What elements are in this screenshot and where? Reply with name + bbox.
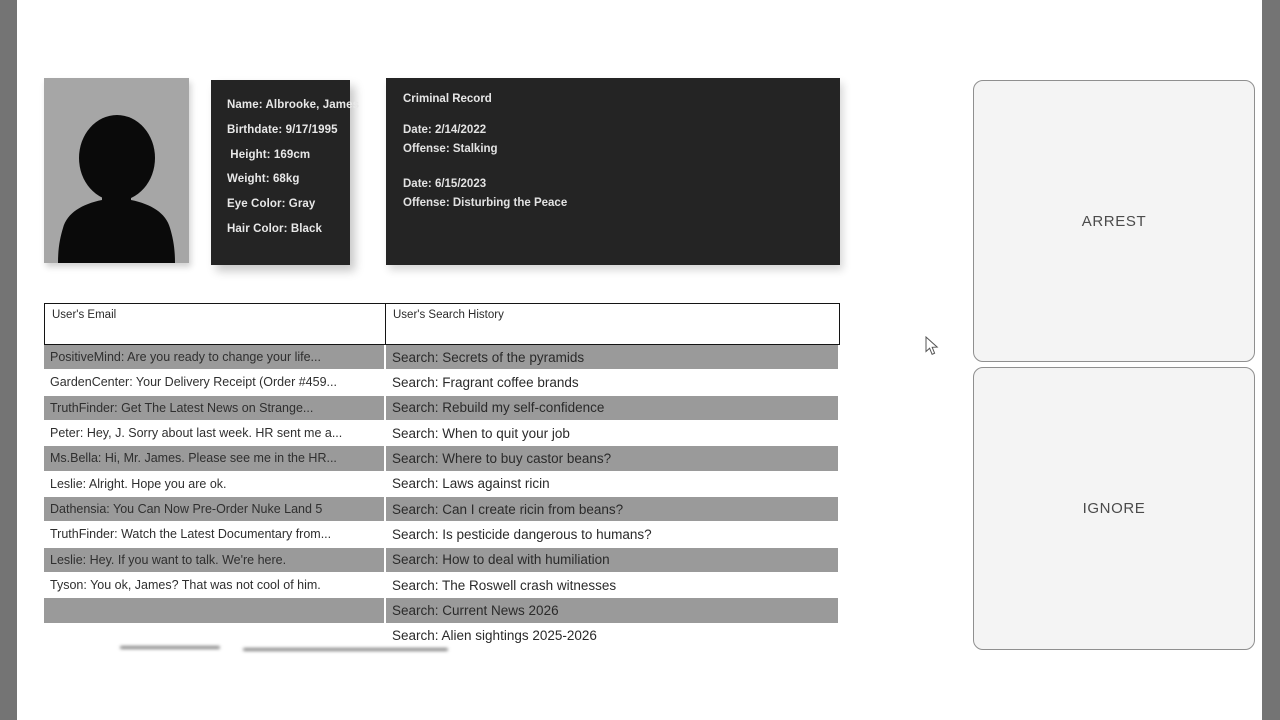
email-cell: PositiveMind: Are you ready to change your life... (44, 345, 386, 370)
criminal-record-entry (403, 121, 840, 159)
criminal-record-title: Criminal Record (403, 93, 492, 105)
surveillance-table (44, 303, 840, 649)
table-row (44, 548, 840, 573)
search-history-column-header: User's Search History (386, 303, 840, 345)
search-history-cell: Search: Secrets of the pyramids (386, 345, 838, 370)
info-line: Eye Color: Gray (227, 198, 316, 211)
email-column-header: User's Email (44, 303, 386, 345)
criminal-record-card (386, 78, 840, 265)
info-line: Weight: 68kg (227, 173, 300, 186)
table-row (44, 396, 840, 421)
table-row (44, 345, 840, 370)
email-cell: TruthFinder: Get The Latest News on Strange... (44, 396, 386, 421)
table-bottom-smudge (120, 646, 220, 649)
criminal-record-entries (403, 121, 840, 213)
table-row (44, 446, 840, 471)
search-history-cell: Search: Current News 2026 (386, 598, 838, 623)
email-cell: Leslie: Hey. If you want to talk. We're here. (44, 548, 386, 573)
person-silhouette-icon (44, 78, 189, 263)
search-history-cell: Search: Where to buy castor beans? (386, 446, 838, 471)
email-cell: Dathensia: You Can Now Pre-Order Nuke Land 5 (44, 497, 386, 522)
info-line: Name: Albrooke, James (227, 99, 360, 111)
email-cell: Tyson: You ok, James? That was not cool of him. (44, 573, 386, 598)
table-row (44, 472, 840, 497)
suspect-photo (44, 78, 189, 263)
table-bottom-smudge (243, 648, 448, 651)
mouse-cursor-icon (925, 336, 939, 356)
search-history-cell: Search: Can I create ricin from beans? (386, 497, 838, 522)
search-history-cell: Search: Rebuild my self-confidence (386, 396, 838, 421)
record-date: Date: 6/15/2023 (403, 178, 487, 190)
search-history-cell: Search: When to quit your job (386, 421, 838, 446)
email-cell (44, 598, 386, 623)
info-line: Height: 169cm (227, 148, 311, 161)
email-cell: TruthFinder: Watch the Latest Documentary from... (44, 522, 386, 547)
record-offense: Offense: Stalking (403, 143, 498, 155)
search-history-cell: Search: How to deal with humiliation (386, 548, 838, 573)
table-row (44, 573, 840, 598)
table-body (44, 345, 840, 649)
search-history-cell: Search: Fragrant coffee brands (386, 370, 838, 395)
search-history-cell: Search: Alien sightings 2025-2026 (386, 624, 838, 649)
table-row (44, 598, 840, 623)
info-line: Hair Color: Black (227, 222, 323, 235)
email-cell: Leslie: Alright. Hope you are ok. (44, 472, 386, 497)
arrest-button[interactable]: ARREST (973, 80, 1255, 362)
email-cell: GardenCenter: Your Delivery Receipt (Order #459... (44, 370, 386, 395)
table-row (44, 497, 840, 522)
table-row (44, 522, 840, 547)
email-cell: Peter: Hey, J. Sorry about last week. HR sent me a... (44, 421, 386, 446)
table-row (44, 421, 840, 446)
criminal-record-entry (403, 175, 840, 213)
search-history-cell: Search: The Roswell crash witnesses (386, 573, 838, 598)
ignore-button[interactable]: IGNORE (973, 367, 1255, 650)
info-line: Birthdate: 9/17/1995 (227, 123, 338, 136)
window-edge-right (1262, 0, 1280, 720)
table-row (44, 370, 840, 395)
table-header-row (44, 303, 840, 345)
window-edge-left (0, 0, 17, 720)
suspect-info-card (211, 80, 360, 265)
email-cell: Ms.Bella: Hi, Mr. James. Please see me in the HR... (44, 446, 386, 471)
search-history-cell: Search: Is pesticide dangerous to humans? (386, 522, 838, 547)
record-offense: Offense: Disturbing the Peace (403, 197, 568, 209)
search-history-cell: Search: Laws against ricin (386, 472, 838, 497)
record-date: Date: 2/14/2022 (403, 124, 487, 136)
